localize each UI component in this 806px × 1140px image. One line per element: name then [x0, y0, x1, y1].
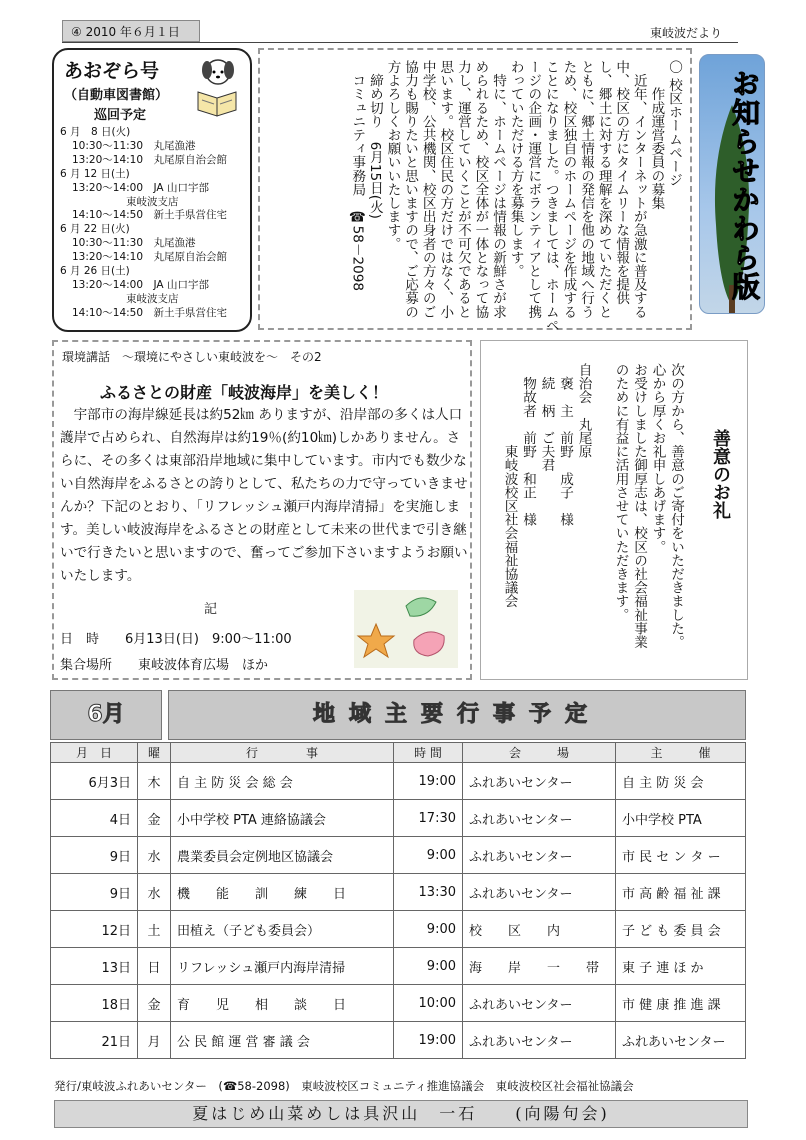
table-cell: 月	[138, 1022, 171, 1059]
mobile-library-subtitle2: 巡回予定	[94, 108, 147, 123]
table-cell: 市 健 康 推 進 課	[616, 985, 746, 1022]
table-cell: 9日	[51, 837, 138, 874]
seashell-starfish-icon	[354, 590, 458, 668]
table-cell: ふれあいセンター	[463, 837, 616, 874]
mobile-library-subtitle: （自動車図書館）	[64, 88, 169, 103]
table-cell: 市 民 セ ン タ ー	[616, 837, 746, 874]
donation-thanks-text: 次の方から、善意のご寄付をいただきました。 心から厚くお礼申しあげます。 お受けしました御厚志は、校区の社会福祉事業 のために有益に活用させていただきます。 自治会 丸尾原 褒 主 前野 成子 様 続 柄 ご夫君 物故者 前野 和正 様 東岐波校区社会福祉協議会	[501, 363, 684, 649]
table-cell: ふれあいセンター	[463, 874, 616, 911]
table-row	[51, 837, 746, 874]
table-cell: 21日	[51, 1022, 138, 1059]
table-cell: 子 ど も 委 員 会	[616, 911, 746, 948]
table-cell: 13日	[51, 948, 138, 985]
publisher-footer: 発行/東岐波ふれあいセンター (☎58-2098) 東岐波校区コミュニティ推進協議会 東岐波校区社会福祉協議会	[54, 1079, 634, 1093]
schedule-line: 6 月 8 日(火)	[60, 126, 131, 138]
table-cell: 自 主 防 災 会	[616, 763, 746, 800]
schedule-line: 10:30～11:30 丸尾漁港	[72, 237, 196, 250]
reading-dog-icon	[188, 56, 246, 120]
schedule-line: 東岐波支店	[126, 195, 179, 208]
oshirase-title: お知らせかわら版	[728, 69, 761, 301]
table-cell: 9:00	[394, 911, 463, 948]
schedule-line: 13:20～14:10 丸尾原自治会館	[72, 153, 228, 166]
table-cell: 水	[138, 837, 171, 874]
event-place: 集合場所 東岐波体育広場 ほか	[60, 658, 269, 673]
schedule-line: 13:20～14:00 JA 山口宇部	[72, 181, 209, 194]
table-cell: 19:00	[394, 1022, 463, 1059]
donation-thanks-title: 善意のお礼	[710, 429, 731, 519]
table-cell: 市 高 齢 福 祉 課	[616, 874, 746, 911]
table-row	[51, 1022, 746, 1059]
notice-ki-label: 記	[204, 602, 218, 617]
environment-talk-box	[52, 340, 472, 680]
table-cell: 木	[138, 763, 171, 800]
col-venue: 会 場	[463, 743, 616, 763]
schedule-line: 6 月 12 日(土)	[60, 167, 130, 180]
table-cell: 小中学校 PTA 連絡協議会	[171, 800, 394, 837]
table-cell: ふれあいセンター	[616, 1022, 746, 1059]
table-cell: 農業委員会定例地区協議会	[171, 837, 394, 874]
schedule-line: 13:20～14:00 JA 山口宇部	[72, 278, 209, 291]
table-row	[51, 874, 746, 911]
table-cell: 金	[138, 800, 171, 837]
table-cell: 小中学校 PTA	[616, 800, 746, 837]
mobile-library-title: あおぞら号	[64, 60, 160, 82]
table-cell: 9:00	[394, 837, 463, 874]
schedule-title: 地域主要行事予定	[168, 690, 746, 740]
table-cell: ふれあいセンター	[463, 1022, 616, 1059]
table-cell: ふれあいセンター	[463, 763, 616, 800]
haiku-banner: 夏はじめ山菜めしは具沢山 一石 (向陽句会)	[54, 1100, 748, 1128]
table-cell: 自 主 防 災 会 総 会	[171, 763, 394, 800]
table-row	[51, 985, 746, 1022]
environment-talk-body: 宇部市の海岸線延長は約52㎞ ありますが、沿岸部の多くは人口護岸で占められ、自然海岸は約19％(約10㎞)しかありません。さらに、その多くは東部沿岸地域に集中しています。市内でも数少ない自然海岸をふるさとの誇りとして、私たちの力で守っていきませんか？下記のとおり、「リフレッシュ瀬戸内海岸清掃」を実施します。美しい岐波海岸をふるさとの財産として未来の世代まで引き継いで行きたいと思いますので、奮ってご参加下さいますようお願いいたします。	[60, 407, 468, 584]
schedule-month: 6月	[50, 690, 162, 740]
table-cell: ふれあいセンター	[463, 985, 616, 1022]
table-cell: 校 区 内	[463, 911, 616, 948]
donation-thanks-box	[480, 340, 748, 680]
table-cell: 18日	[51, 985, 138, 1022]
table-row	[51, 800, 746, 837]
table-cell: 9:00	[394, 948, 463, 985]
table-cell: ふれあいセンター	[463, 800, 616, 837]
table-cell: 17:30	[394, 800, 463, 837]
schedule-line: 13:20～14:10 丸尾原自治会館	[72, 251, 228, 264]
oshirase-banner	[699, 54, 765, 314]
col-organizer: 主 催	[616, 743, 746, 763]
environment-talk-heading: 環境講話 ～環境にやさしい東岐波を～ その2	[62, 350, 322, 364]
table-cell: 12日	[51, 911, 138, 948]
table-cell: 13:30	[394, 874, 463, 911]
table-header-row	[51, 743, 746, 763]
issue-date-tab: ④ 2010 年６月１日	[62, 20, 200, 42]
table-row	[51, 763, 746, 800]
table-row	[51, 948, 746, 985]
table-cell: 水	[138, 874, 171, 911]
table-cell: 田植え（子ども委員会）	[171, 911, 394, 948]
mobile-library-schedule	[60, 126, 227, 321]
table-cell: 9日	[51, 874, 138, 911]
table-cell: 10:00	[394, 985, 463, 1022]
schedule-line: 6 月 22 日(火)	[60, 223, 130, 236]
table-cell: リフレッシュ瀬戸内海岸清掃	[171, 948, 394, 985]
schedule-line: 東岐波支店	[126, 292, 179, 305]
table-cell: 日	[138, 948, 171, 985]
event-datetime: 日 時 6月13日(日) 9:00～11:00	[60, 632, 292, 647]
schedule-line: 6 月 26 日(土)	[60, 265, 130, 278]
table-cell: 育 児 相 談 日	[171, 985, 394, 1022]
schedule-line: 14:10～14:50 新土手県営住宅	[72, 306, 228, 319]
table-cell: 4日	[51, 800, 138, 837]
table-cell: 公 民 館 運 営 審 議 会	[171, 1022, 394, 1059]
schedule-table	[50, 742, 746, 1059]
col-date: 月 日	[51, 743, 138, 763]
schedule-line: 10:30～11:30 丸尾漁港	[72, 139, 196, 152]
homepage-recruit-box	[258, 48, 692, 330]
col-time: 時 間	[394, 743, 463, 763]
schedule-line: 14:10～14:50 新土手県営住宅	[72, 209, 228, 222]
col-event: 行 事	[171, 743, 394, 763]
homepage-recruit-text: 〇 校区ホームページ 作成運営委員の募集 近年、インターネットが急激に普及する 中、校区の方にタイムリーな情報を提供 し、郷土に対する理解を深めていただくと ともに、郷土情報の発信を他の地域へ行う ため、校区独自のホームページを作成する ことになりました。つきましては、ホームペ ージの企画・運営にボランティアとして携 わっていただける方を募集します。 特に、ホームページは情報の新鮮さが求 められるため、校区全体が一体となって協 力し、運営していくことが不可欠であると 思います。校区住民の方だけではなく、小 中学校、公共機関、校区出身者の方々のご 協力も賜りたいと思いますので、ご応募の 方よろしくお願いいたします。 締め切り 6月15日(火) コミュニティ事務局 ☎58－2098	[349, 60, 682, 332]
table-cell: 機 能 訓 練 日	[171, 874, 394, 911]
table-cell: 海 岸 一 帯	[463, 948, 616, 985]
table-row	[51, 911, 746, 948]
table-cell: 金	[138, 985, 171, 1022]
table-cell: 土	[138, 911, 171, 948]
newsletter-name: 東岐波だより	[650, 26, 723, 40]
table-cell: 6月3日	[51, 763, 138, 800]
environment-talk-title: ふるさとの財産「岐波海岸」を美しく！	[100, 383, 389, 402]
header-rule	[62, 42, 738, 43]
table-cell: 東 子 連 ほ か	[616, 948, 746, 985]
table-cell: 19:00	[394, 763, 463, 800]
mobile-library-box	[52, 48, 252, 332]
col-weekday: 曜	[138, 743, 171, 763]
